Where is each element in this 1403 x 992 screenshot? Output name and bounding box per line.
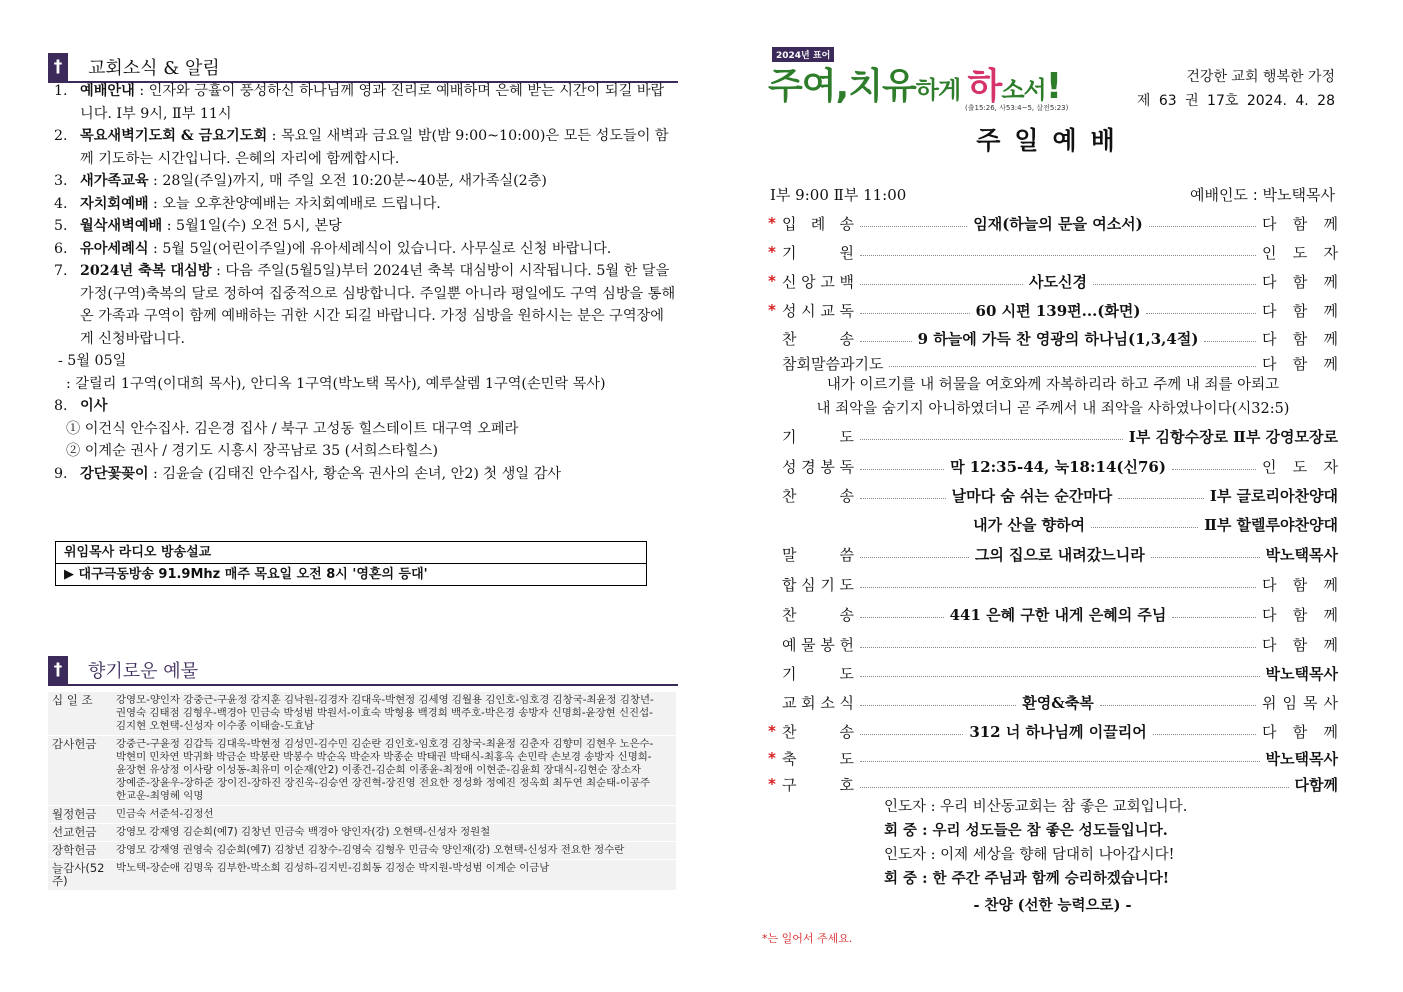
offering-label: 장학헌금 bbox=[52, 843, 97, 857]
order-who: 박노택목사 bbox=[1265, 664, 1338, 683]
leader-dots bbox=[1153, 734, 1256, 735]
confession-line: 내 죄악을 숨기지 아니하였더니 곧 주께서 내 죄악을 사하였나이다(시32:5) bbox=[816, 401, 1290, 417]
offering-names: 강영모 강재영 권영숙 김순희(예7) 김창년 김창수-김영숙 김형우 민금숙 양인재(강) 오현택-신성자 전요한 정수란 bbox=[116, 844, 625, 856]
visit-date: - 5월 05일 bbox=[58, 353, 127, 369]
leader-dots bbox=[860, 617, 944, 618]
star-mark: * bbox=[768, 775, 776, 793]
issue-info: 제 63 권 17호 2024. 4. 28 bbox=[1136, 93, 1335, 109]
order-item bbox=[768, 633, 1338, 655]
order-content: 그의 집으로 내려갔느니라 bbox=[974, 545, 1145, 564]
star-mark: * bbox=[768, 243, 776, 261]
offering-table bbox=[48, 692, 676, 891]
leader-dots bbox=[860, 705, 1016, 706]
leader-dots bbox=[1172, 617, 1256, 618]
offering-names: 민금숙 서준석-김정선 bbox=[116, 808, 214, 820]
news-sep: : bbox=[162, 218, 177, 234]
leader-dots bbox=[860, 284, 1023, 285]
offering-row bbox=[48, 842, 676, 860]
news-sep: : bbox=[148, 195, 163, 212]
news-text: 5월1일(수) 오전 5시, 본당 bbox=[176, 218, 342, 234]
order-who: 다 함 께 bbox=[1262, 575, 1338, 594]
news-text: 28일(주일)까지, 매 주일 오전 10:20분~40분, 새가족실(2층) bbox=[162, 173, 547, 189]
news-sep: : bbox=[211, 263, 226, 279]
order-content: 내가 산을 향하여 bbox=[973, 515, 1086, 534]
news-num: 1. bbox=[54, 83, 68, 99]
news-text: 5월 5일(어린이주일)에 유아세례식이 있습니다. 사무실로 신청 바랍니다. bbox=[162, 240, 612, 257]
offering-row bbox=[48, 824, 676, 842]
response-who: 인도자 bbox=[884, 847, 927, 863]
news-text: 목요일 새벽과 금요일 밤(밤 9:00~10:00)은 모든 성도들이 함께 기도하는 시간입니다. 은혜의 자리에 함께합시다. bbox=[80, 128, 669, 167]
offering-label: 선교헌금 bbox=[52, 825, 97, 839]
star-mark: * bbox=[768, 749, 776, 767]
news-item-flower bbox=[54, 463, 676, 486]
offering-row bbox=[48, 806, 676, 824]
news-num: 6. bbox=[54, 240, 68, 257]
order-name: 성 경 봉 독 bbox=[782, 457, 854, 476]
year-motto-logo bbox=[768, 58, 1061, 109]
news-num: 8. bbox=[54, 398, 68, 414]
order-name: 교 회 소 식 bbox=[782, 693, 854, 712]
order-content: 막 12:35-44, 눅18:14(신76) bbox=[950, 457, 1166, 476]
news-item bbox=[54, 238, 676, 261]
logo-part: 소서 bbox=[1001, 76, 1046, 104]
order-who: 인 도 자 bbox=[1262, 243, 1338, 262]
offering-row bbox=[48, 736, 676, 806]
church-motto: 건강한 교회 행복한 가정 bbox=[1186, 69, 1335, 85]
news-head: 월삭새벽예배 bbox=[80, 218, 163, 234]
leader-dots bbox=[860, 647, 1256, 648]
order-item bbox=[768, 513, 1338, 535]
order-name: 기 도 bbox=[782, 664, 854, 683]
news-item bbox=[54, 170, 676, 193]
order-content: 441 은혜 구한 내게 은혜의 주님 bbox=[949, 605, 1167, 624]
order-who: 박노택목사 bbox=[1265, 749, 1338, 768]
offering-label: 늘감사(52주) bbox=[52, 861, 105, 888]
order-name: 예 물 봉 헌 bbox=[782, 635, 854, 654]
news-num: 5. bbox=[54, 218, 68, 234]
confession-verse bbox=[768, 373, 1338, 421]
order-who: 인 도 자 bbox=[1262, 457, 1339, 476]
leader-dots bbox=[860, 587, 1256, 588]
response-line: 회 중 : 한 주간 주님과 함께 승리하겠습니다! bbox=[884, 870, 1170, 887]
order-who: 박노택목사 bbox=[1265, 545, 1339, 564]
page-title: 주일예배 bbox=[976, 126, 1129, 155]
news-title: 교회소식 & 알림 bbox=[88, 58, 220, 79]
order-item bbox=[768, 720, 1338, 742]
response-line: 인도자 : 우리 비산동교회는 참 좋은 교회입니다. bbox=[884, 799, 1188, 815]
logo-part: 주여, bbox=[768, 66, 849, 107]
news-num: 9. bbox=[54, 465, 68, 482]
order-item bbox=[768, 747, 1338, 769]
offering-divider bbox=[48, 684, 678, 686]
order-name: 기 도 bbox=[782, 427, 854, 446]
response-text: 한 주간 주님과 함께 승리하겠습니다! bbox=[932, 870, 1170, 887]
logo-part: ! bbox=[1045, 66, 1062, 107]
order-item bbox=[768, 573, 1338, 595]
order-item bbox=[768, 299, 1338, 321]
order-name: 성 시 교 독 bbox=[782, 301, 854, 320]
logo-part: 하게 bbox=[915, 76, 968, 104]
order-who: 다 함 께 bbox=[1262, 329, 1338, 348]
news-num: 2. bbox=[54, 128, 68, 144]
response-text: 우리 비산동교회는 참 좋은 교회입니다. bbox=[940, 799, 1188, 815]
news-head: 이사 bbox=[80, 398, 108, 414]
order-name: 축 도 bbox=[782, 749, 854, 768]
visit-detail: : 갈릴리 1구역(이대희 목사), 안디옥 1구역(박노택 목사), 예루살렘 1구역(손민락 목사) bbox=[66, 375, 606, 392]
news-num: 4. bbox=[54, 195, 68, 212]
leader-dots bbox=[860, 469, 944, 470]
order-who: Ⅰ부 김항수장로 Ⅱ부 강영모장로 bbox=[1128, 427, 1338, 446]
news-item bbox=[54, 193, 676, 216]
logo-part: 치유 bbox=[848, 66, 916, 107]
order-name: 기 원 bbox=[782, 243, 854, 262]
offering-label: 월정헌금 bbox=[52, 807, 97, 821]
order-who: 다 함 께 bbox=[1262, 272, 1338, 291]
order-item bbox=[768, 484, 1338, 506]
news-sep: : bbox=[134, 83, 149, 99]
news-item bbox=[54, 215, 676, 238]
order-content: 60 시편 139편...(화면) bbox=[975, 301, 1141, 320]
offering-names: 강중근-구윤정 김갑득 김대욱-박현정 김성민-김수민 김순란 김인호-임호경 김창국-최윤정 김춘자 김향미 김현우 노은수-박현미 민차연 박귀화 박금순 박봉란 박봉수 박순옥 박순자 박종순 박태권 박태식-최홍옥 손민락 손보경 송방자 신명희-윤장현 유상정 이사랑 이성동-최유미 이순재(안2) 이종건-김순희 이종윤-최정애 이현준-김윤희 장대식-김현순 장소자 장예준-장윤우-장하준 장이진-장하진 장진욱-김승연 장진혁-장진영 전요한 정성화 정예진 정옥희 최두연 최순태-이공주 한교운-최영혜 익명 bbox=[116, 738, 654, 802]
news-num: 7. bbox=[54, 263, 68, 279]
offering-section-header bbox=[48, 656, 198, 684]
leader-dots bbox=[860, 226, 967, 227]
order-who: Ⅰ부 글로리아찬양대 bbox=[1209, 486, 1338, 505]
order-content: 환영&축복 bbox=[1022, 693, 1094, 712]
leader-dots bbox=[1118, 498, 1204, 499]
order-name: 찬 송 bbox=[782, 722, 854, 741]
news-head: 강단꽃꽂이 bbox=[80, 465, 149, 482]
leader-dots bbox=[860, 761, 1260, 762]
news-sep: : bbox=[148, 173, 163, 189]
order-content: 사도신경 bbox=[1029, 272, 1087, 291]
offering-row bbox=[48, 860, 676, 891]
order-name: 찬 송 bbox=[782, 486, 854, 505]
order-name: 말 씀 bbox=[782, 545, 854, 564]
order-content: 날마다 숨 쉬는 순간마다 bbox=[951, 486, 1113, 505]
news-text: 인자와 긍휼이 풍성하신 하나님께 영과 진리로 예배하며 은혜 받는 시간이 되길 바랍니다. Ⅰ부 9시, Ⅱ부 11시 bbox=[80, 83, 665, 122]
order-content: 312 너 하나님께 이끌리어 bbox=[969, 722, 1147, 741]
cross-icon: † bbox=[48, 53, 68, 81]
response-line: 회 중 : 우리 성도들은 참 좋은 성도들입니다. bbox=[884, 822, 1168, 839]
star-mark: * bbox=[768, 214, 776, 232]
order-who: 다 함 께 bbox=[1262, 722, 1339, 741]
leader-dots bbox=[860, 734, 963, 735]
order-item bbox=[768, 425, 1338, 447]
confession-line: 내가 이르기를 내 허물을 여호와께 자복하리라 하고 주께 내 죄를 아뢰고 bbox=[826, 377, 1280, 393]
radio-box bbox=[55, 541, 647, 586]
leader-dots bbox=[860, 557, 969, 558]
leader-dots bbox=[860, 439, 1123, 440]
order-who: 다 함 께 bbox=[1262, 605, 1339, 624]
star-mark: * bbox=[768, 301, 776, 319]
order-item bbox=[768, 543, 1338, 565]
order-who: 다 함 께 bbox=[1262, 354, 1338, 373]
response-who: 인도자 bbox=[884, 799, 927, 815]
news-item-move bbox=[54, 395, 676, 418]
order-who: 다 함 께 bbox=[1262, 635, 1338, 654]
radio-title: 위임목사 라디오 방송설교 bbox=[64, 545, 212, 560]
order-who: 다 함 께 bbox=[1262, 214, 1339, 233]
offering-names: 박노택-장순애 김명욱 김부한-박소희 김성하-김지빈-김희동 김정순 박지원-박성범 이계순 이금남 bbox=[116, 862, 550, 874]
order-item bbox=[768, 241, 1338, 263]
order-name: 찬 송 bbox=[782, 329, 854, 348]
order-name: 입 례 송 bbox=[782, 214, 854, 233]
order-item bbox=[768, 352, 1338, 374]
order-item bbox=[768, 662, 1338, 684]
leader-dots bbox=[860, 341, 912, 342]
order-item bbox=[768, 773, 1338, 795]
motto-badge: 2024년 표어 bbox=[772, 47, 834, 62]
news-head: 예배안내 bbox=[80, 83, 135, 99]
news-head: 2024년 축복 대심방 bbox=[80, 263, 212, 279]
order-who: 다함께 bbox=[1294, 775, 1338, 794]
service-times: Ⅰ부 9:00 Ⅱ부 11:00 bbox=[770, 186, 907, 204]
order-name: 신 앙 고 백 bbox=[782, 272, 854, 291]
order-who: 다 함 께 bbox=[1262, 301, 1339, 320]
order-item bbox=[768, 327, 1338, 349]
order-item bbox=[768, 455, 1338, 477]
offering-row bbox=[48, 692, 676, 736]
news-item bbox=[54, 260, 676, 350]
news-item bbox=[54, 125, 676, 170]
news-sep: : bbox=[148, 240, 163, 257]
order-who: Ⅱ부 할렐루야찬양대 bbox=[1204, 515, 1338, 534]
leader-dots bbox=[1204, 341, 1256, 342]
move-2: ② 이계순 권사 / 경기도 시흥시 장곡남로 35 (서희스타힐스) bbox=[66, 443, 438, 459]
order-name: 찬 송 bbox=[782, 605, 854, 624]
leader-dots bbox=[860, 498, 946, 499]
news-item bbox=[54, 80, 676, 125]
offering-label: 감사헌금 bbox=[52, 737, 97, 751]
star-mark: * bbox=[762, 932, 768, 945]
radio-text: ▶ 대구극동방송 91.9Mhz 매주 목요일 오전 8시 '영혼의 등대' bbox=[56, 563, 646, 585]
star-mark: * bbox=[768, 272, 776, 290]
order-who: 위 임 목 사 bbox=[1262, 693, 1339, 712]
leader-dots bbox=[889, 366, 1256, 367]
news-sep: : bbox=[148, 465, 163, 482]
news-head: 자치회예배 bbox=[80, 195, 149, 212]
order-name: 참회말씀과기도 bbox=[782, 354, 884, 373]
note-text: 는 일어서 주세요. bbox=[767, 932, 853, 945]
news-sep: : bbox=[267, 128, 281, 144]
news-text: 김윤슬 (김태진 안수집사, 황순옥 권사의 손녀, 안2) 첫 생일 감사 bbox=[162, 465, 561, 482]
order-content: 임재(하늘의 문을 여소서) bbox=[973, 214, 1143, 233]
leader-dots bbox=[1149, 226, 1256, 227]
leader-dots bbox=[860, 787, 1289, 788]
offering-names: 강영모 강재영 김순희(예7) 김창년 민금숙 백경아 양인자(강) 오현택-신성자 정원철 bbox=[116, 826, 491, 838]
response-who: 회 중 bbox=[884, 822, 918, 839]
news-text: 다음 주일(5월5일)부터 2024년 축복 대심방이 시작됩니다. 5월 한 달을 가정(구역)축복의 달로 정하여 집중적으로 심방합니다. 주일뿐 아니라 평일에도 구역 심방을 통해 온 가족과 구역이 함께 예배하는 귀한 시간 되길 바랍니다. 가정 심방을 원하시는 분은 구역장에게 신청바랍니다. bbox=[80, 263, 676, 347]
order-item bbox=[768, 270, 1338, 292]
response-line: 인도자 : 이제 세상을 향해 담대히 나아갑시다! bbox=[884, 847, 1175, 863]
offering-names: 강영모-양인자 강중근-구윤정 강지훈 김낙원-김경자 김대욱-박현정 김세영 김월용 김인호-임호경 김창국-최윤정 김창년-권영숙 김태점 김형우-백경아 민금숙 박성범 박원서-이효숙 박형용 백경희 백주호-박은경 송방자 신명희-윤장현 신진섭-김지현 오현택-신성자 이수종 이태술-도효남 bbox=[116, 694, 654, 732]
news-num: 3. bbox=[54, 173, 68, 189]
move-1: ① 이건식 안수집사. 김은경 집사 / 북구 고성동 힐스테이트 대구역 오페라 bbox=[66, 420, 519, 437]
closing-hymn: - 찬양 (선한 능력으로) - bbox=[973, 897, 1132, 914]
offering-label: 십 일 조 bbox=[52, 693, 93, 707]
leader-dots bbox=[860, 676, 1260, 677]
leader-dots bbox=[1151, 557, 1260, 558]
cross-icon: † bbox=[48, 656, 68, 684]
news-section-header bbox=[48, 53, 220, 81]
leader-dots bbox=[1172, 469, 1256, 470]
order-item bbox=[768, 212, 1338, 234]
standing-note bbox=[762, 930, 852, 946]
logo-part: 하 bbox=[967, 66, 1002, 107]
leader-dots bbox=[1146, 313, 1256, 314]
leader-dots bbox=[1100, 705, 1256, 706]
news-head: 목요새벽기도회 & 금요기도회 bbox=[80, 128, 268, 144]
logo-reference: (출15:26, 사53:4~5, 살전5:23) bbox=[965, 104, 1069, 112]
news-head: 유아세례식 bbox=[80, 240, 149, 257]
worship-leader: 예배인도 : 박노택목사 bbox=[1189, 186, 1335, 204]
leader-dots bbox=[860, 255, 1256, 256]
response-who: 회 중 bbox=[884, 870, 918, 887]
order-name: 합 심 기 도 bbox=[782, 575, 854, 594]
response-text: 이제 세상을 향해 담대히 나아갑시다! bbox=[940, 847, 1175, 863]
order-item bbox=[768, 691, 1338, 713]
star-mark: * bbox=[768, 722, 776, 740]
order-name: 구 호 bbox=[782, 775, 854, 794]
responsive-reading bbox=[884, 795, 1187, 891]
response-text: 우리 성도들은 참 좋은 성도들입니다. bbox=[932, 822, 1168, 839]
leader-dots bbox=[1091, 527, 1198, 528]
offering-title: 향기로운 예물 bbox=[88, 661, 199, 682]
news-text: 오늘 오후찬양예배는 자치회예배로 드립니다. bbox=[162, 195, 441, 212]
news-head: 새가족교육 bbox=[80, 173, 149, 189]
order-content: 9 하늘에 가득 찬 영광의 하나님(1,3,4절) bbox=[917, 329, 1199, 348]
news-list bbox=[54, 80, 676, 485]
leader-dots bbox=[860, 313, 970, 314]
order-item bbox=[768, 603, 1338, 625]
leader-dots bbox=[1093, 284, 1256, 285]
